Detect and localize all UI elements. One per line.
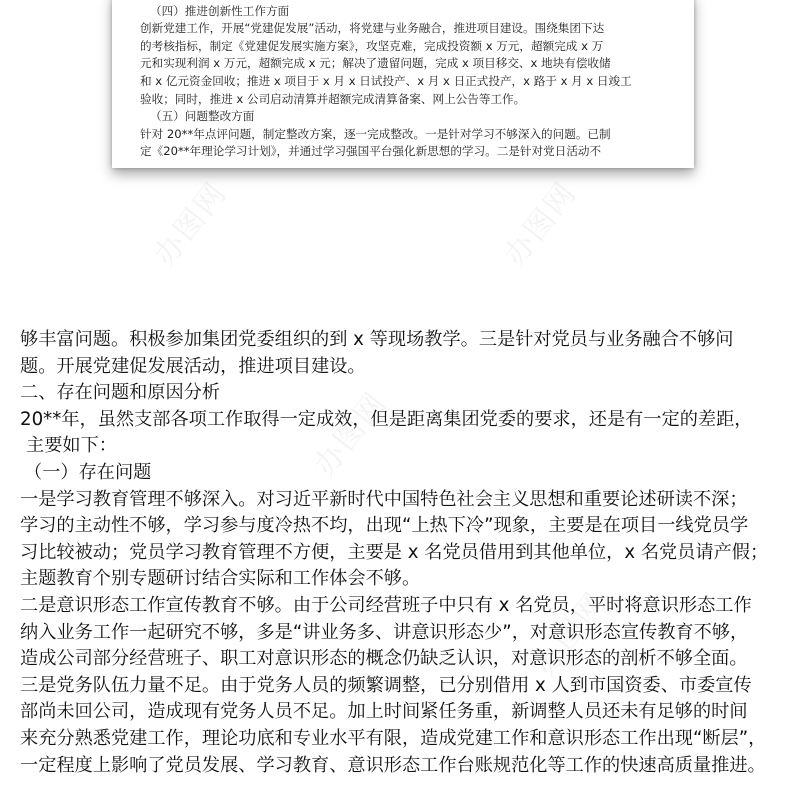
preview-line: 的考核指标，制定《党建促发展实施方案》，攻坚克难，完成投资额 x 万元，超额完成 x 万 [140, 38, 604, 53]
body-line: 部尚未回公司，造成现有党务人员不足。加上时间紧任务重，新调整人员还未有足够的时间 [20, 701, 748, 723]
subsection-heading: （一）存在问题 [24, 461, 152, 483]
watermark: 办图网 [307, 385, 395, 483]
preview-line: 针对 20**年点评问题，制定整改方案，逐一完成整改。一是针对学习不够深入的问题。已制 [140, 126, 611, 141]
body-line: 习比较被动；党员学习教育管理不方便，主要是 x 名党员借用到其他单位，x 名党员请产假； [20, 541, 769, 563]
body-line: 主题教育个别专题研讨结合实际和工作体会不够。 [20, 568, 421, 590]
preview-text [140, 0, 668, 161]
preview-line: 验收；同时，推进 x 公司启动清算并超额完成清算备案、网上公告等工作。 [140, 91, 526, 106]
body-line: 一是学习教育管理不够深入。对习近平新时代中国特色社会主义思想和重要论述研读不深； [20, 488, 748, 510]
preview-heading: （五）问题整改方面 [150, 109, 255, 124]
document-body [20, 327, 788, 779]
body-line: 造成公司部分经营班子、职工对意识形态的概念仍缺乏认识，对意识形态的剖析不够全面。 [20, 648, 748, 670]
watermark: 办图网 [497, 175, 585, 273]
body-line: 题。开展党建促发展活动，推进项目建设。 [20, 355, 366, 377]
body-line: 一定程度上影响了党员发展、学习教育、意识形态工作台账规范化等工作的快速高质量推进。 [20, 754, 766, 776]
document-preview-card [112, 0, 694, 168]
body-line: 纳入业务工作一起研究不够，多是“讲业务多、讲意识形态少”，对意识形态宣传教育不够， [20, 621, 749, 643]
preview-line: 和 x 亿元资金回收；推进 x 项目于 x 月 x 日试投产、x 月 x 日正式投产，x 路于 x 月 x 日竣工 [140, 73, 632, 88]
body-line: 够丰富问题。积极参加集团党委组织的到 x 等现场教学。三是针对党员与业务融合不够问 [20, 329, 734, 350]
body-line: 20**年，虽然支部各项工作取得一定成效，但是距离集团党委的要求，还是有一定的差距， [20, 408, 753, 430]
preview-line: 元和实现利润 x 万元，超额完成 x 元；解决了遗留问题，完成 x 项目移交、x 地块有偿收储 [140, 56, 611, 71]
body-line: 学习的主动性不够，学习参与度冷热不均，出现“上热下冷”现象，主要是在项目一线党员学 [20, 515, 749, 537]
watermark: 办图网 [147, 175, 235, 273]
body-line: 主要如下： [26, 435, 117, 457]
section-heading: 二、存在问题和原因分析 [20, 382, 221, 404]
body-line: 二是意识形态工作宣传教育不够。由于公司经营班子中只有 x 名党员，平时将意识形态工作 [20, 594, 752, 616]
preview-heading: （四）推进创新性工作方面 [150, 3, 290, 18]
body-line: 三是党务队伍力量不足。由于党务人员的频繁调整，已分别借用 x 人到市国资委、市委宣传 [20, 674, 752, 696]
watermark: 办图网 [527, 585, 615, 683]
preview-line: 创新党建工作，开展“党建促发展”活动，将党建与业务融合，推进项目建设。围绕集团下达 [140, 21, 605, 36]
preview-line [140, 0, 668, 3]
preview-line: 定《20**年理论学习计划》，并通过学习强国平台强化新思想的学习。二是针对党日活动不 [140, 144, 602, 159]
body-line: 来充分熟悉党建工作，理论功底和专业水平有限，造成党建工作和意识形态工作出现“断层”， [20, 727, 767, 749]
